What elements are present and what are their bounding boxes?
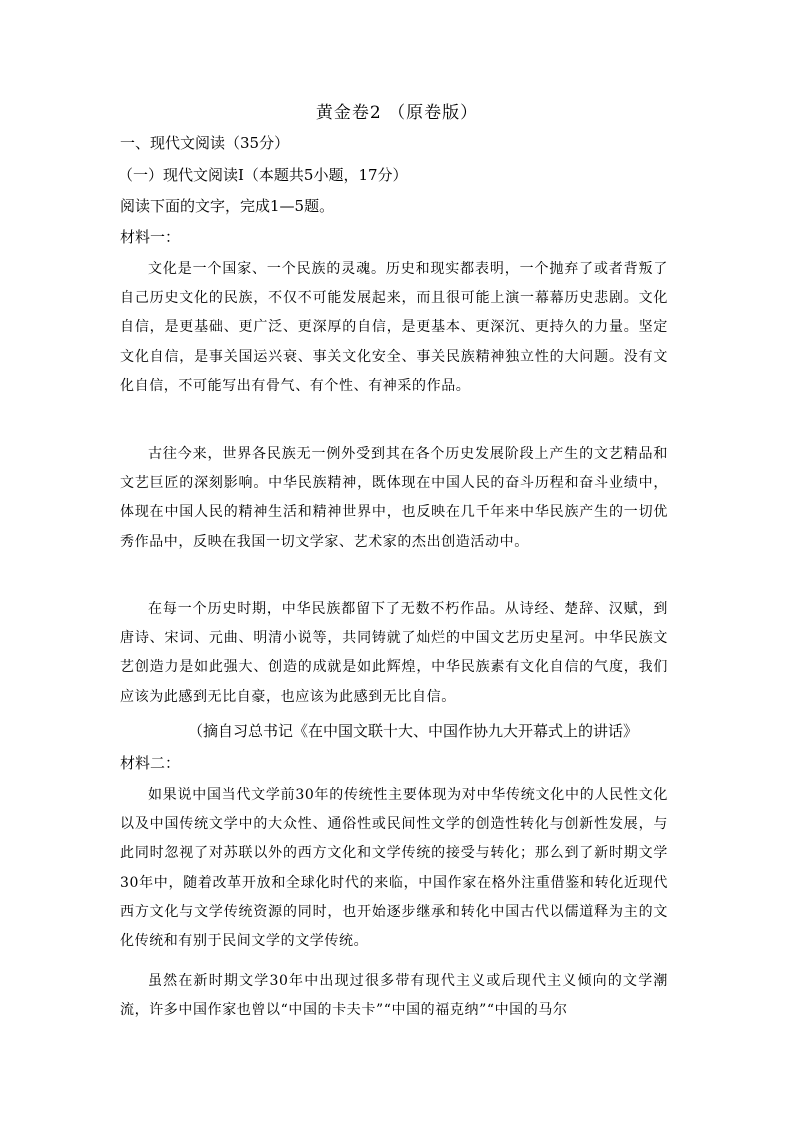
instruction-text: 阅读下面的文字，完成1—5题。 <box>120 197 335 215</box>
material-one-source: （摘自习总书记《在中国文联十大、中国作协九大开幕式上的讲话》 <box>188 722 639 740</box>
document-title: 黄金卷2 （原卷版） <box>315 103 479 123</box>
material-one-paragraph: 古往今来，世界各民族无一例外受到其在各个历史发展阶段上产生的文艺精品和文艺巨匠的深刻影响。中华民族精神，既体现在中国人民的奋斗历程和奋斗业绩中，体现在中国人民的精神生活和精神世界中，也反映在几千年来中华民族产生的一切优秀作品中，反映在我国一切文学家、艺术家的杰出创造活动中。 <box>120 446 668 550</box>
material-one-paragraph: 文化是一个国家、一个民族的灵魂。历史和现实都表明，一个抛弃了或者背叛了自己历史文化的民族，不仅不可能发展起来，而且很可能上演一幕幕历史悲剧。文化自信，是更基础、更广泛、更深厚的自信，是更基本、更深沉、更持久的力量。坚定文化自信，是事关国运兴衰、事关文化安全、事关民族精神独立性的大问题。没有文化自信，不可能写出有骨气、有个性、有神采的作品。 <box>120 261 668 394</box>
subsection-heading: （一）现代文阅读Ⅰ（本题共5小题，17分） <box>118 166 408 184</box>
material-two-paragraph: 虽然在新时期文学30年中出现过很多带有现代主义或后现代主义倾向的文学潮流，许多中国作家也曾以“中国的卡夫卡”“中国的福克纳”“中国的马尔 <box>120 973 668 1019</box>
material-two-paragraph: 如果说中国当代文学前30年的传统性主要体现为对中华传统文化中的人民性文化以及中国传统文学中的大众性、通俗性或民间性文学的创造性转化与创新性发展，与此同时忽视了对苏联以外的西方文化和文学传统的接受与转化；那么到了新时期文学30年中，随着改革开放和全球化时代的来临，中国作家在格外注重借鉴和转化近现代西方文化与文学传统资源的同时，也开始逐步继承和转化中国古代以儒道释为主的文化传统和有别于民间文学的文学传统。 <box>120 787 668 950</box>
section-heading: 一、现代文阅读（35分） <box>120 134 290 152</box>
material-one-label: 材料一： <box>120 228 181 246</box>
material-one-paragraph: 在每一个历史时期，中华民族都留下了无数不朽作品。从诗经、楚辞、汉赋，到唐诗、宋词、元曲、明清小说等，共同铸就了灿烂的中国文艺历史星河。中华民族文艺创造力是如此强大、创造的成就是如此辉煌，中华民族素有文化自信的气度，我们应该为此感到无比自豪，也应该为此感到无比自信。 <box>120 601 668 705</box>
material-two-label: 材料二： <box>120 754 181 772</box>
